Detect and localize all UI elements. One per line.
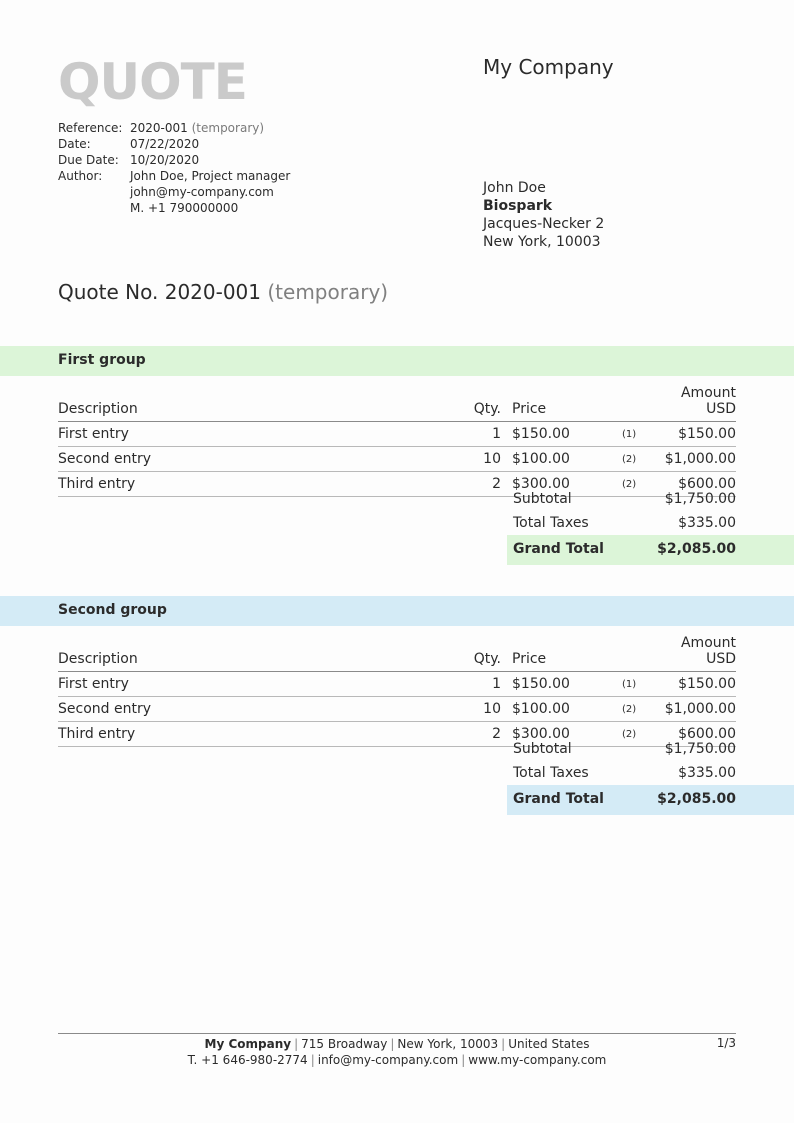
meta-label: Reference:	[58, 121, 123, 135]
reference-status: (temporary)	[191, 121, 265, 135]
grand-total-label: Grand Total	[513, 791, 604, 807]
item-qty: 1	[473, 422, 501, 447]
item-amount: $1,000.00	[662, 447, 736, 472]
table-header-row	[58, 635, 736, 672]
document-title: QUOTE	[58, 53, 247, 111]
group-header	[0, 596, 794, 626]
column-description: Description	[58, 635, 473, 672]
recipient-name: John Doe	[483, 180, 546, 196]
item-qty: 2	[473, 722, 501, 747]
recipient-address	[483, 179, 604, 251]
footer-company: My Company	[204, 1037, 292, 1051]
taxes-value: $335.00	[678, 515, 736, 531]
subtotal-value: $1,750.00	[664, 491, 736, 507]
footer-street: 715 Broadway	[301, 1037, 388, 1051]
column-description: Description	[58, 385, 473, 422]
table-row	[58, 672, 736, 697]
footer-city: New York, 10003	[397, 1037, 499, 1051]
meta-value	[130, 168, 290, 216]
column-tax-note	[622, 385, 662, 422]
quote-number: Quote No. 2020-001	[58, 280, 262, 304]
item-price: $150.00	[512, 422, 622, 447]
item-description: First entry	[58, 672, 473, 697]
item-qty: 10	[473, 697, 501, 722]
item-description: First entry	[58, 422, 473, 447]
taxes-label: Total Taxes	[513, 515, 589, 531]
item-tax-note: (1)	[622, 672, 662, 697]
column-qty: Qty.	[473, 385, 501, 422]
group-title: First group	[58, 352, 146, 368]
item-description: Third entry	[58, 722, 473, 747]
subtotal-row	[507, 737, 736, 761]
grand-total-label: Grand Total	[513, 541, 604, 557]
group-title: Second group	[58, 602, 167, 618]
item-qty: 2	[473, 472, 501, 497]
meta-label: Date:	[58, 137, 91, 151]
item-qty: 10	[473, 447, 501, 472]
page-footer	[58, 1036, 736, 1068]
author-email[interactable]: john@my-company.com	[130, 185, 274, 199]
separator: |	[390, 1037, 395, 1051]
column-spacer	[501, 672, 512, 697]
taxes-label: Total Taxes	[513, 765, 589, 781]
item-price: $300.00	[512, 722, 622, 747]
meta-value: 07/22/2020	[130, 137, 200, 151]
reference-number: 2020-001	[130, 121, 188, 135]
quote-status: (temporary)	[267, 280, 389, 304]
grand-total-row	[507, 785, 794, 815]
column-price: Price	[512, 635, 622, 672]
column-spacer	[501, 447, 512, 472]
separator: |	[294, 1037, 299, 1051]
line-items-table	[58, 385, 736, 497]
item-amount: $150.00	[662, 672, 736, 697]
item-tax-note: (1)	[622, 422, 662, 447]
grand-total-value: $2,085.00	[657, 541, 736, 557]
grand-total-row	[507, 535, 794, 565]
author-phone: M. +1 790000000	[130, 201, 239, 215]
item-amount: $600.00	[662, 722, 736, 747]
separator: |	[310, 1053, 315, 1067]
recipient-street: Jacques-Necker 2	[483, 216, 605, 232]
recipient-company: Biospark	[483, 198, 553, 214]
meta-label: Author:	[58, 169, 103, 183]
line-items-table	[58, 635, 736, 747]
table-header-row	[58, 385, 736, 422]
meta-value: 10/20/2020	[130, 153, 200, 167]
meta-author	[58, 168, 290, 216]
column-spacer	[501, 422, 512, 447]
item-qty: 1	[473, 672, 501, 697]
taxes-row	[507, 511, 736, 535]
item-amount: $150.00	[662, 422, 736, 447]
item-tax-note: (2)	[622, 472, 662, 497]
footer-address-line	[58, 1036, 736, 1052]
item-description: Third entry	[58, 472, 473, 497]
meta-reference	[58, 120, 290, 136]
meta-date	[58, 136, 290, 152]
column-spacer	[501, 697, 512, 722]
group-header	[0, 346, 794, 376]
meta-due-date	[58, 152, 290, 168]
column-tax-note	[622, 635, 662, 672]
page-number: 1/3	[716, 1036, 736, 1050]
quote-meta	[58, 120, 290, 216]
table-row	[58, 422, 736, 447]
footer-divider	[58, 1033, 736, 1034]
taxes-value: $335.00	[678, 765, 736, 781]
subtotal-value: $1,750.00	[664, 741, 736, 757]
item-price: $100.00	[512, 697, 622, 722]
taxes-row	[507, 761, 736, 785]
separator: |	[501, 1037, 506, 1051]
meta-label: Due Date:	[58, 153, 119, 167]
subtotal-label: Subtotal	[513, 741, 572, 757]
item-price: $150.00	[512, 672, 622, 697]
item-description: Second entry	[58, 697, 473, 722]
table-row	[58, 447, 736, 472]
item-tax-note: (2)	[622, 447, 662, 472]
item-tax-note: (2)	[622, 722, 662, 747]
table-row	[58, 697, 736, 722]
footer-website[interactable]: www.my-company.com	[468, 1053, 607, 1067]
column-amount: Amount USD	[662, 635, 736, 672]
column-spacer	[501, 635, 512, 672]
column-amount: Amount USD	[662, 385, 736, 422]
company-name: My Company	[483, 55, 614, 79]
recipient-city: New York, 10003	[483, 234, 601, 250]
subtotal-label: Subtotal	[513, 491, 572, 507]
footer-contact-line	[58, 1052, 736, 1068]
separator: |	[461, 1053, 466, 1067]
item-price: $100.00	[512, 447, 622, 472]
item-price: $300.00	[512, 472, 622, 497]
meta-value	[130, 120, 264, 136]
item-amount: $1,000.00	[662, 697, 736, 722]
item-amount: $600.00	[662, 472, 736, 497]
grand-total-value: $2,085.00	[657, 791, 736, 807]
footer-phone: T. +1 646-980-2774	[187, 1053, 308, 1067]
group-totals	[507, 737, 736, 815]
item-tax-note: (2)	[622, 697, 662, 722]
author-name: John Doe, Project manager	[130, 169, 291, 183]
quote-heading	[58, 280, 388, 304]
footer-email[interactable]: info@my-company.com	[317, 1053, 459, 1067]
column-spacer	[501, 385, 512, 422]
item-description: Second entry	[58, 447, 473, 472]
column-price: Price	[512, 385, 622, 422]
column-qty: Qty.	[473, 635, 501, 672]
group-totals	[507, 487, 736, 565]
footer-country: United States	[508, 1037, 590, 1051]
subtotal-row	[507, 487, 736, 511]
